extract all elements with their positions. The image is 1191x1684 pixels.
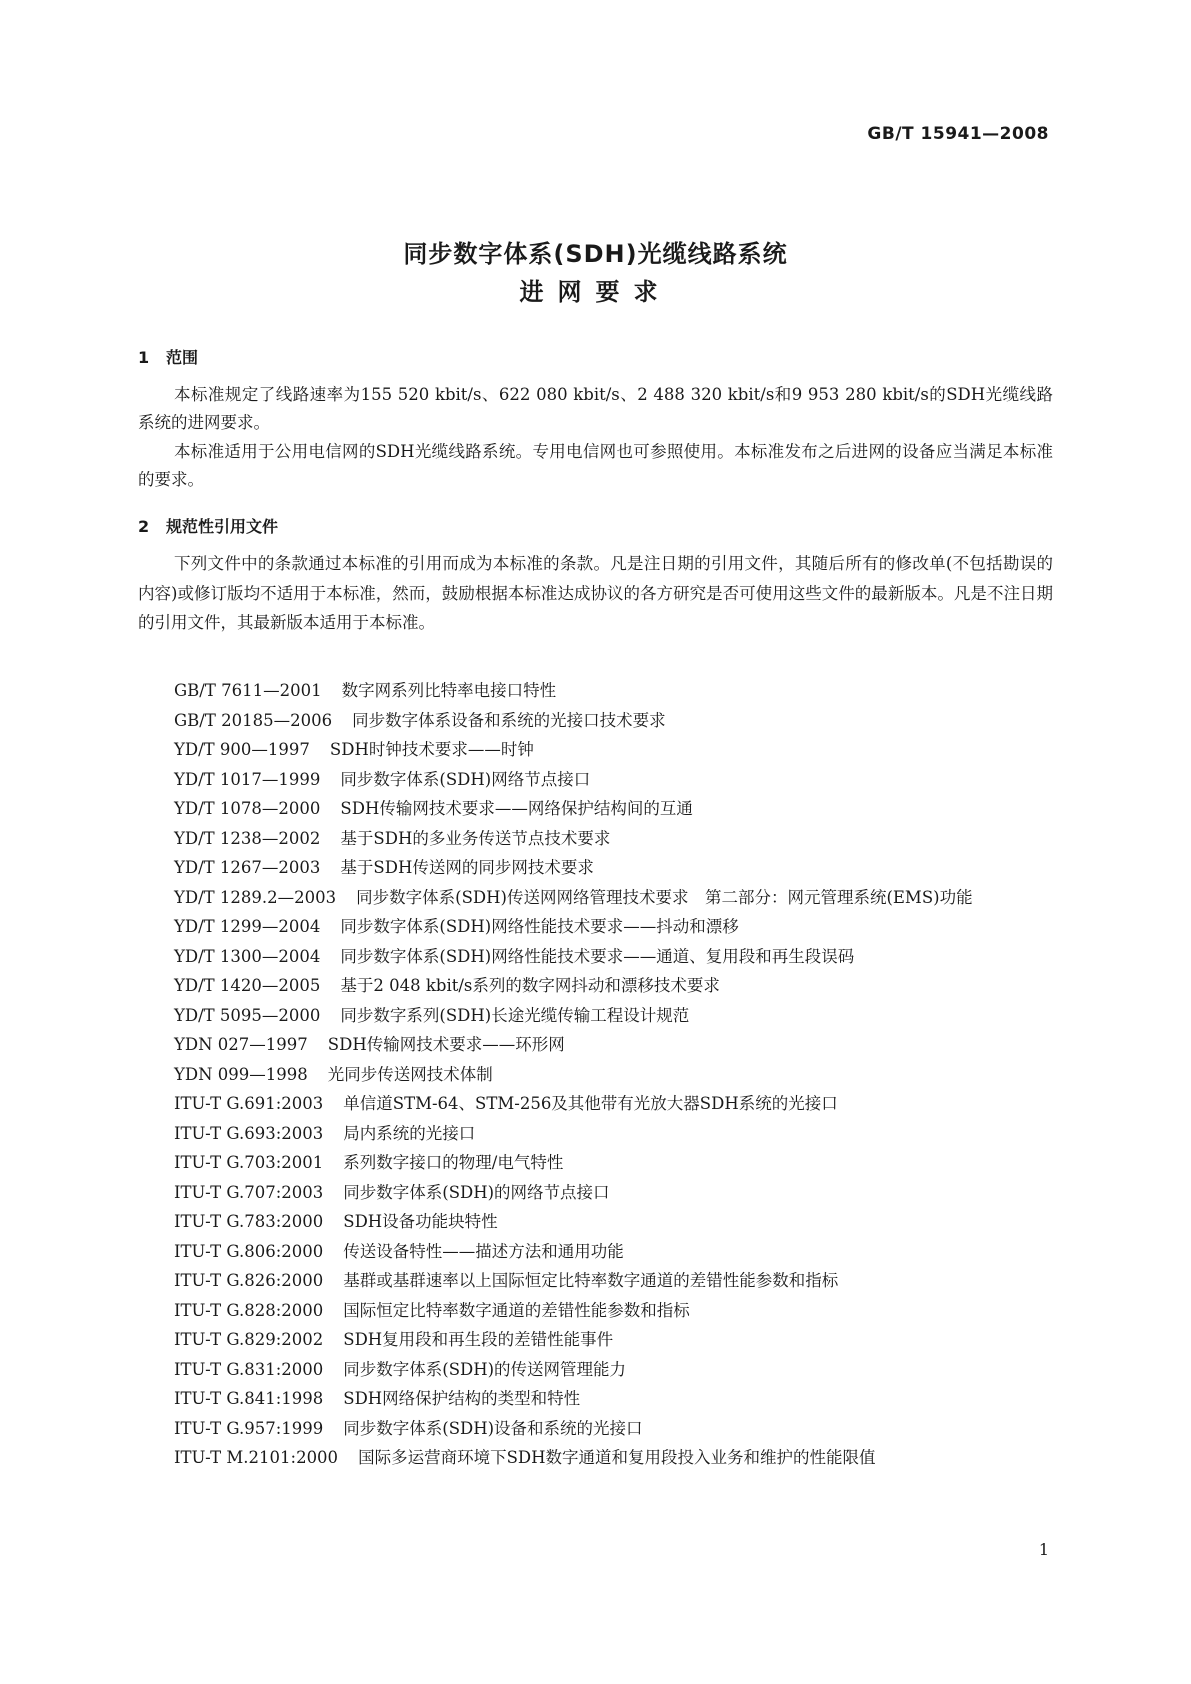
reference-title: 同步数字体系(SDH)设备和系统的光接口 [343,1418,643,1438]
reference-item [138,1296,1053,1326]
reference-item [138,1266,1053,1296]
reference-code: YD/T 1289.2—2003 [174,887,337,907]
reference-code: GB/T 20185—2006 [174,710,333,730]
reference-code: ITU-T G.828:2000 [174,1300,324,1320]
reference-item [138,1089,1053,1119]
section-number: 1 [138,348,150,367]
reference-title: SDH传输网技术要求——网络保护结构间的互通 [340,799,693,818]
reference-item [138,1119,1053,1149]
reference-code: ITU-T G.806:2000 [174,1241,324,1261]
reference-title: 基于SDH的多业务传送节点技术要求 [340,828,611,848]
reference-code: ITU-T M.2101:2000 [174,1448,339,1467]
reference-title: 国际多运营商环境下SDH数字通道和复用段投入业务和维护的性能限值 [358,1448,876,1467]
reference-item [138,1414,1053,1444]
reference-item [138,706,1053,736]
reference-code: YD/T 1300—2004 [174,946,321,966]
reference-code: ITU-T G.841:1998 [174,1389,324,1408]
reference-title: 单信道STM-64、STM-256及其他带有光放大器SDH系统的光接口 [343,1094,838,1113]
reference-title: 基于2 048 kbit/s系列的数字网抖动和漂移技术要求 [340,976,720,995]
reference-title: 基群或基群速率以上国际恒定比特率数字通道的差错性能参数和指标 [343,1271,839,1290]
reference-item [138,942,1053,972]
reference-item [138,1030,1053,1060]
reference-code: YD/T 1078—2000 [174,799,321,818]
reference-title: 局内系统的光接口 [343,1123,476,1143]
standard-code: GB/T 15941—2008 [867,124,1049,144]
reference-code: ITU-T G.783:2000 [174,1212,324,1231]
reference-code: ITU-T G.703:2001 [174,1153,324,1172]
reference-title: 传送设备特性——描述方法和通用功能 [343,1241,624,1261]
reference-code: YDN 099—1998 [174,1064,308,1084]
reference-item [138,1148,1053,1178]
reference-title: SDH网络保护结构的类型和特性 [343,1389,581,1408]
reference-item [138,1237,1053,1267]
reference-title: 同步数字系列(SDH)长途光缆传输工程设计规范 [340,1005,690,1025]
page-number: 1 [1038,1540,1049,1559]
reference-code: GB/T 7611—2001 [174,681,322,700]
reference-code: YDN 027—1997 [174,1035,308,1054]
reference-item [138,1060,1053,1090]
section-2-heading [138,514,278,537]
reference-item [138,971,1053,1001]
section-title: 范围 [166,348,199,367]
reference-item [138,765,1053,795]
reference-code: YD/T 1267—2003 [174,858,321,877]
reference-item [138,735,1053,765]
reference-code: YD/T 1299—2004 [174,917,321,936]
reference-title: 数字网系列比特率电接口特性 [341,681,557,700]
reference-code: ITU-T G.831:2000 [174,1359,324,1379]
reference-title: 光同步传送网技术体制 [327,1064,493,1084]
reference-item [138,824,1053,854]
reference-item [138,794,1053,824]
reference-item [138,1207,1053,1237]
reference-title: 同步数字体系(SDH)网络性能技术要求——抖动和漂移 [340,917,739,936]
reference-item [138,676,1053,706]
reference-code: ITU-T G.691:2003 [174,1094,324,1113]
reference-item [138,1443,1053,1473]
document-subtitle: 进网要求 [519,278,672,306]
section-number: 2 [138,517,150,536]
reference-title: 同步数字体系(SDH)网络性能技术要求——通道、复用段和再生段误码 [340,946,855,966]
reference-code: ITU-T G.826:2000 [174,1271,324,1290]
reference-title: SDH时钟技术要求——时钟 [329,740,534,759]
reference-code: ITU-T G.829:2002 [174,1330,324,1349]
reference-item [138,1384,1053,1414]
reference-title: 国际恒定比特率数字通道的差错性能参数和指标 [343,1300,690,1320]
reference-item [138,912,1053,942]
reference-title: 系列数字接口的物理/电气特性 [343,1153,564,1172]
section-title: 规范性引用文件 [166,517,279,536]
reference-title: 同步数字体系设备和系统的光接口技术要求 [352,710,666,730]
reference-code: ITU-T G.707:2003 [174,1182,324,1202]
section-1-paragraph: 本标准规定了线路速率为155 520 kbit/s、622 080 kbit/s、2 488 320 kbit/s和9 953 280 kbit/s的SDH光缆线路系统的进网要求。 [138,385,1053,433]
reference-item [138,1355,1053,1385]
reference-code: ITU-T G.957:1999 [174,1418,324,1438]
reference-code: YD/T 1420—2005 [174,976,321,995]
reference-title: SDH传输网技术要求——环形网 [327,1035,565,1054]
reference-item [138,1178,1053,1208]
section-1-heading [138,345,198,368]
reference-title: 同步数字体系(SDH)的网络节点接口 [343,1182,610,1202]
reference-item [138,853,1053,883]
reference-title: 同步数字体系(SDH)网络节点接口 [340,769,591,789]
reference-title: 同步数字体系(SDH)传送网网络管理技术要求 第二部分：网元管理系统(EMS)功能 [356,887,973,907]
reference-code: ITU-T G.693:2003 [174,1123,324,1143]
reference-title: 基于SDH传送网的同步网技术要求 [340,858,594,877]
section-1-paragraph: 本标准适用于公用电信网的SDH光缆线路系统。专用电信网也可参照使用。本标准发布之后进网的设备应当满足本标准的要求。 [138,442,1053,490]
reference-title: SDH设备功能块特性 [343,1212,498,1231]
reference-code: YD/T 1238—2002 [174,828,321,848]
section-2-intro: 下列文件中的条款通过本标准的引用而成为本标准的条款。凡是注日期的引用文件，其随后所有的修改单(不包括勘误的内容)或修订版均不适用于本标准，然而，鼓励根据本标准达成协议的各方研究是否可使用这些文件的最新版本。凡是不注日期的引用文件，其最新版本适用于本标准。 [138,554,1053,632]
reference-code: YD/T 900—1997 [174,740,310,759]
reference-item [138,883,1053,913]
reference-list [138,676,1053,1473]
reference-title: SDH复用段和再生段的差错性能事件 [343,1330,614,1349]
reference-code: YD/T 5095—2000 [174,1005,321,1025]
reference-item [138,1325,1053,1355]
reference-title: 同步数字体系(SDH)的传送网管理能力 [343,1359,627,1379]
reference-code: YD/T 1017—1999 [174,769,321,789]
reference-item [138,1001,1053,1031]
document-title: 同步数字体系(SDH)光缆线路系统 [403,240,788,268]
